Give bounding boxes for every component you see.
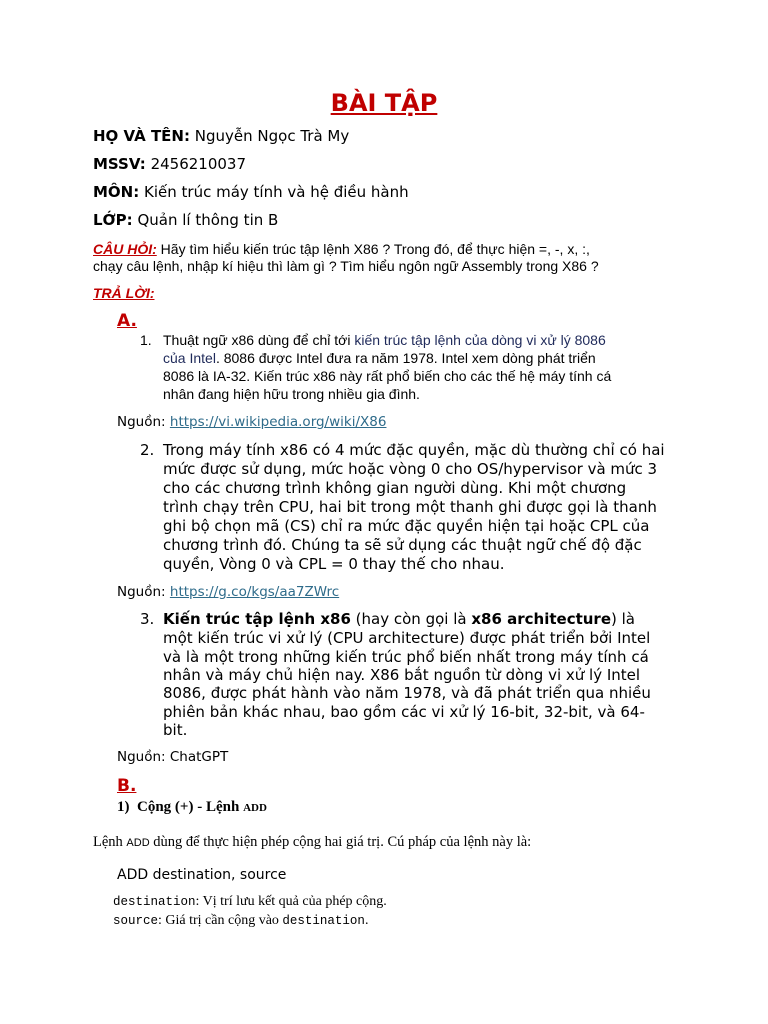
section-a-heading: A. [117, 311, 137, 331]
item-2-line-6: chương trình đó. Chúng ta sẽ sử dụng các thuật ngữ chế độ đặc [163, 536, 642, 554]
item-2-number: 2. [140, 441, 155, 459]
source-2 [117, 583, 339, 601]
item-1-text-b: kiến trúc tập lệnh của dòng vi xử lý 8086 [354, 332, 606, 348]
section-b-heading: B. [117, 776, 137, 796]
source-1 [117, 413, 386, 431]
source-text: : Giá trị cần cộng vào [158, 913, 283, 928]
page-title: BÀI TẬP [330, 89, 438, 117]
source-end: . [364, 913, 369, 928]
question-label: CÂU HỎI: [93, 241, 157, 257]
name-row [93, 127, 349, 146]
student-id-label: MSSV: [93, 155, 146, 173]
item-3-bold-2: x86 architecture [471, 610, 612, 628]
item-1-line-1 [163, 331, 606, 349]
item-3-text-mid: (hay còn gọi là [350, 610, 472, 628]
subject-row [93, 183, 409, 202]
destination-text: : Vị trí lưu kết quả của phép cộng. [195, 894, 387, 909]
student-id-row [93, 155, 246, 174]
question-line-1 [93, 240, 590, 258]
add-syntax: ADD destination, source [117, 867, 287, 883]
add-description [93, 833, 531, 852]
item-2-line-1: Trong máy tính x86 có 4 mức đặc quyền, mặc dù thường chỉ có hai [163, 441, 665, 459]
student-id-value: 2456210037 [150, 155, 247, 173]
item-3-line-7: bit. [163, 721, 188, 739]
item-3-line-3: và là một trong những kiến trúc phổ biến nhất trong máy tính cá [163, 648, 649, 666]
add-desc-code: ADD [126, 837, 150, 849]
name-label: HỌ VÀ TÊN: [93, 127, 190, 145]
subsection-1-code: ADD [243, 802, 267, 814]
subsection-1-heading [117, 798, 267, 818]
name-value: Nguyễn Ngọc Trà My [194, 127, 350, 145]
source-3: Nguồn: ChatGPT [117, 749, 229, 765]
question-text-1: Hãy tìm hiểu kiến trúc tập lệnh X86 ? Trong đó, để thực hiện =, -, x, :, [160, 241, 590, 257]
add-desc-b: dùng để thực hiện phép cộng hai giá trị. Cú pháp của lệnh này là: [149, 834, 532, 850]
item-1-text-c: của Intel [163, 350, 216, 366]
item-3-line-5: 8086, được phát hành vào năm 1978, và đã phát triển qua nhiều [163, 684, 651, 702]
add-desc-a: Lệnh [93, 834, 127, 850]
question-line-2: chạy câu lệnh, nhập kí hiệu thì làm gì ? Tìm hiểu ngôn ngữ Assembly trong X86 ? [93, 258, 599, 274]
source-description [113, 912, 368, 930]
source-2-link[interactable]: https://g.co/kgs/aa7ZWrc [169, 584, 340, 600]
item-3-bold-1: Kiến trúc tập lệnh x86 [163, 610, 351, 628]
subject-label: MÔN: [93, 183, 140, 201]
source-code: source [113, 914, 159, 928]
source-1-link[interactable]: https://vi.wikipedia.org/wiki/X86 [169, 414, 387, 430]
item-1-text-d: . 8086 được Intel đưa ra năm 1978. Intel xem dòng phát triển [215, 350, 596, 366]
item-1-line-3: 8086 là IA-32. Kiến trúc x86 này rất phổ biến cho các thế hệ máy tính cá [163, 368, 612, 384]
source-1-label: Nguồn: [117, 414, 170, 430]
destination-code: destination [113, 895, 196, 909]
item-2-line-3: cho các chương trình không gian người dùng. Khi một chương [163, 479, 627, 497]
item-3-text-end: ) là [611, 610, 635, 628]
item-3-line-2: một kiến trúc vi xử lý (CPU architecture) được phát triển bởi Intel [163, 629, 651, 647]
item-3-line-4: nhân và máy chủ hiện nay. X86 bắt nguồn từ dòng vi xử lý Intel [163, 666, 641, 684]
destination-description [113, 893, 387, 911]
item-2-line-5: ghi bộ chọn mã (CS) chỉ ra mức đặc quyền hiện tại hoặc CPL của [163, 517, 650, 535]
item-2-line-2: mức được sử dụng, mức hoặc vòng 0 cho OS/hypervisor và mức 3 [163, 460, 658, 478]
item-1-number: 1. [140, 332, 152, 348]
item-3-line-6: phiên bản khác nhau, bao gồm các vi xử lý 16-bit, 32-bit, và 64- [163, 703, 645, 721]
item-1-text-a: Thuật ngữ x86 dùng để chỉ tới [163, 332, 355, 348]
class-label: LỚP: [93, 211, 133, 229]
answer-label: TRẢ LỜI: [93, 285, 155, 301]
item-1-line-2 [163, 349, 596, 367]
item-2-line-4: trình chạy trên CPU, hai bit trong một thanh ghi được gọi là thanh [163, 498, 657, 516]
class-value: Quản lí thông tin B [137, 211, 279, 229]
subsection-1-number: 1) [117, 799, 130, 815]
source-code-destination: destination [282, 914, 365, 928]
item-2-line-7: quyền, Vòng 0 và CPL = 0 thay thế cho nhau. [163, 555, 505, 573]
subsection-1-text: Cộng (+) - Lệnh [137, 799, 244, 815]
class-row [93, 211, 278, 230]
source-2-label: Nguồn: [117, 584, 170, 600]
item-3-number: 3. [140, 610, 155, 628]
item-1-line-4: nhân đang hiện hữu trong nhiều gia đình. [163, 386, 420, 402]
subject-value: Kiến trúc máy tính và hệ điều hành [144, 183, 409, 201]
item-3-line-1 [163, 610, 635, 629]
